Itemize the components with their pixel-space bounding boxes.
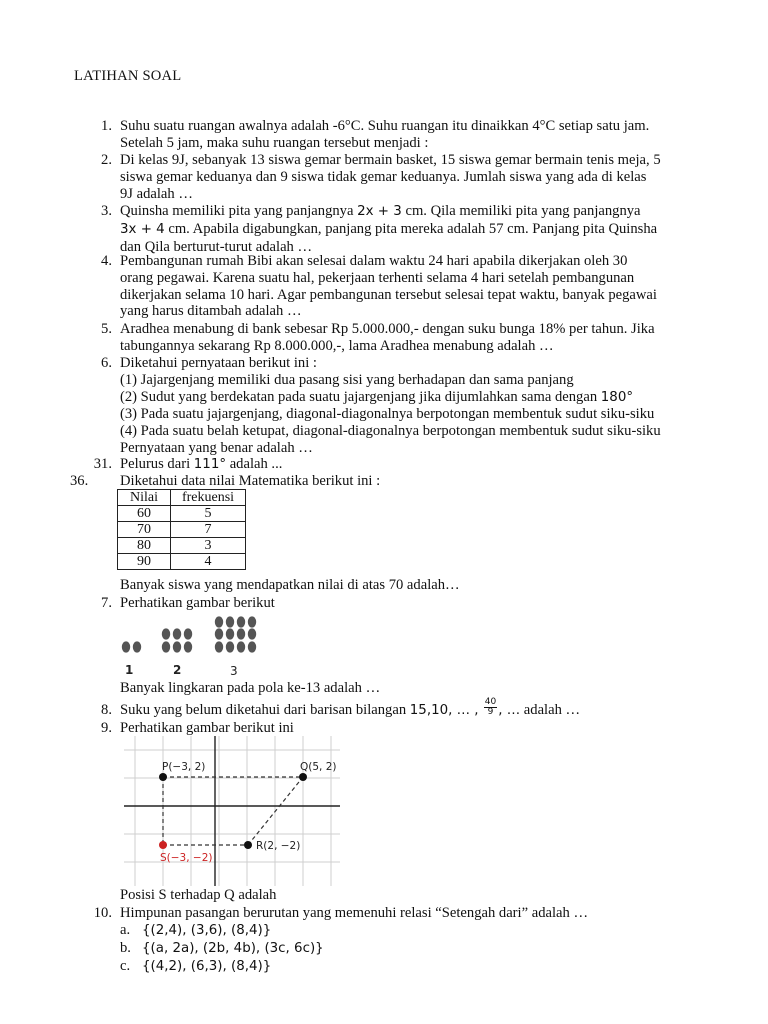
q9-number: 9. <box>101 720 112 736</box>
label-p: P(−3, 2) <box>162 761 206 773</box>
option-text: {(2,4), (3,6), (8,4)} <box>142 923 272 938</box>
q6-number: 6. <box>101 355 112 371</box>
q6-statement-1: (1) Jajargenjang memiliki dua pasang sisi yang berhadapan dan sama panjang <box>120 371 574 388</box>
q3-text-c: cm. Apabila digabungkan, panjang pita mereka adalah 57 cm. Panjang pita Quinsha <box>164 220 658 237</box>
table-row <box>118 506 246 522</box>
table-row <box>118 538 246 554</box>
table-row <box>118 554 246 570</box>
q1-line2: Setelah 5 jam, maka suhu ruangan tersebut menjadi : <box>120 134 429 151</box>
q31-text-b: adalah ... <box>226 456 283 472</box>
q8-text-b: adalah … <box>520 702 581 718</box>
q31-number: 31. <box>93 456 112 472</box>
q2-line3: 9J adalah … <box>120 185 193 202</box>
q5-number: 5. <box>101 321 112 337</box>
table-row <box>118 522 246 538</box>
q5-line2: tabungannya sekarang Rp 8.000.000,-, lama Aradhea menabung adalah … <box>120 337 554 354</box>
q6-statement-4: (4) Pada suatu belah ketupat, diagonal-diagonalnya berpotongan membentuk sudut siku-siku <box>120 423 661 440</box>
q8-sequence-end: , … <box>498 703 521 718</box>
pattern-circle <box>237 616 245 627</box>
table-cell: 5 <box>171 506 246 522</box>
q1-line1: Suhu suatu ruangan awalnya adalah -6°C. Suhu ruangan itu dinaikkan 4°C setiap satu jam. <box>120 118 650 134</box>
pattern-circle <box>226 628 234 639</box>
option-label: c. <box>120 958 131 974</box>
option-text: {(a, 2a), (2b, 4b), (3c, 6c)} <box>142 941 324 956</box>
fraction-numerator: 40 <box>484 697 497 708</box>
question-7 <box>120 595 696 612</box>
q36-intro: Diketahui data nilai Matematika berikut ini : <box>120 473 381 489</box>
pattern-3 <box>215 616 256 652</box>
pattern-circle <box>248 616 256 627</box>
question-6 <box>120 355 696 457</box>
frequency-table <box>117 489 246 570</box>
q10-number: 10. <box>93 905 112 921</box>
label-s: S(−3, −2) <box>160 852 213 864</box>
pattern-circle <box>173 641 181 652</box>
page-title: LATIHAN SOAL <box>74 68 182 84</box>
question-2 <box>120 152 696 202</box>
q8-number: 8. <box>101 702 112 718</box>
circle-pattern-figure <box>118 614 263 680</box>
q6-ask: Pernyataan yang benar adalah … <box>120 439 313 456</box>
option-b <box>120 940 324 958</box>
table-cell: 70 <box>118 522 171 538</box>
pattern-circle <box>162 641 170 652</box>
q1-number: 1. <box>101 118 112 134</box>
question-3 <box>120 203 696 255</box>
q3-expr-1: 2x + 3 <box>357 204 402 219</box>
pattern-2 <box>162 628 192 652</box>
table-cell: 4 <box>171 554 246 570</box>
q4-line3: dikerjakan selama 10 hari. Agar pembangunan tersebut selesai tepat waktu, banyak pegawai <box>120 286 657 303</box>
q9-ask-block <box>120 887 696 904</box>
pattern-label-1: 1 <box>125 663 134 677</box>
q36-ask: Banyak siswa yang mendapatkan nilai di atas 70 adalah… <box>120 577 460 593</box>
q10-intro: Himpunan pasangan berurutan yang memenuhi relasi “Setengah dari” adalah … <box>120 905 589 921</box>
q2-line2: siswa gemar keduanya dan 9 siswa tidak gemar keduanya. Jumlah siswa yang ada di kelas <box>120 168 647 185</box>
q6-statement-2: (2) Sudut yang berdekatan pada suatu jajargenjang jika dijumlahkan sama dengan <box>120 388 601 405</box>
q4-line1: Pembangunan rumah Bibi akan selesai dalam waktu 24 hari apabila dikerjakan oleh 30 <box>120 253 628 269</box>
pattern-circle <box>133 641 141 652</box>
q2-number: 2. <box>101 152 112 168</box>
q4-line4: yang harus ditambah adalah … <box>120 303 302 320</box>
q10-options <box>120 922 324 976</box>
label-q: Q(5, 2) <box>300 761 337 773</box>
question-9 <box>120 720 696 737</box>
pattern-circle <box>184 641 192 652</box>
pattern-label-2: 2 <box>173 663 182 677</box>
pattern-circle <box>184 628 192 639</box>
q5-line1: Aradhea menabung di bank sebesar Rp 5.000.000,- dengan suku bunga 18% per tahun. Jika <box>120 321 655 337</box>
pattern-circle <box>173 628 181 639</box>
point-p <box>159 773 167 781</box>
pattern-circle <box>215 641 223 652</box>
q7-number: 7. <box>101 595 112 611</box>
question-10 <box>120 905 696 922</box>
table-cell: 3 <box>171 538 246 554</box>
q6-angle: 180° <box>600 389 634 405</box>
q3-line3: dan Qila berturut-turut adalah … <box>120 238 313 255</box>
table-cell: 80 <box>118 538 171 554</box>
table-cell: 60 <box>118 506 171 522</box>
table-header-cell: frekuensi <box>171 490 246 506</box>
q7-ask-block <box>120 680 696 697</box>
pattern-label-3: 3 <box>230 664 238 678</box>
q2-line1: Di kelas 9J, sebanyak 13 siswa gemar bermain basket, 15 siswa gemar bermain tenis meja, 5 <box>120 152 661 168</box>
pattern-circle <box>237 641 245 652</box>
option-text: {(4,2), (6,3), (8,4)} <box>142 959 272 974</box>
table-header-cell: Nilai <box>118 490 171 506</box>
fraction-denominator: 9 <box>487 707 494 718</box>
q31-text-a: Pelurus dari <box>120 456 194 472</box>
q3-text-b: cm. Qila memiliki pita yang panjangnya <box>401 203 641 219</box>
q3-expr-2: 3x + 4 <box>120 221 165 237</box>
question-31 <box>120 456 696 474</box>
table-header-row <box>118 490 246 506</box>
point-r <box>244 841 252 849</box>
table-cell: 7 <box>171 522 246 538</box>
q9-intro: Perhatikan gambar berikut ini <box>120 720 294 736</box>
question-36 <box>120 473 696 490</box>
q8-text-a: Suku yang belum diketahui dari barisan bilangan <box>120 702 410 718</box>
pattern-circle <box>248 628 256 639</box>
q4-line2: orang pegawai. Karena suatu hal, pekerjaan terhenti selama 4 hari setelah pembangunan <box>120 269 635 286</box>
coordinate-grid-figure <box>124 736 340 886</box>
question-5 <box>120 321 696 355</box>
table-cell: 90 <box>118 554 171 570</box>
label-r: R(2, −2) <box>256 840 301 852</box>
q8-sequence: 15,10, … , <box>409 703 483 718</box>
q3-number: 3. <box>101 203 112 219</box>
option-label: b. <box>120 940 131 956</box>
pattern-circle <box>226 641 234 652</box>
q36-number: 36. <box>70 473 89 489</box>
pattern-circle <box>248 641 256 652</box>
option-c <box>120 958 324 976</box>
q7-ask: Banyak lingkaran pada pola ke-13 adalah … <box>120 680 381 696</box>
q9-ask: Posisi S terhadap Q adalah <box>120 887 277 903</box>
pattern-circle <box>215 616 223 627</box>
pattern-circle <box>215 628 223 639</box>
q31-degree: 111° <box>193 457 227 472</box>
pattern-circle <box>226 616 234 627</box>
q3-text-a: Quinsha memiliki pita yang panjangnya <box>120 203 358 219</box>
q7-intro: Perhatikan gambar berikut <box>120 595 275 611</box>
option-a <box>120 922 324 940</box>
pattern-circle <box>122 641 130 652</box>
pattern-1 <box>122 641 141 652</box>
point-s <box>159 841 167 849</box>
question-1 <box>120 118 696 152</box>
q6-intro: Diketahui pernyataan berikut ini : <box>120 355 317 371</box>
question-4 <box>120 253 696 320</box>
question-8 <box>120 697 696 720</box>
pattern-circle <box>237 628 245 639</box>
option-label: a. <box>120 922 131 938</box>
q36-ask-block <box>120 577 696 594</box>
q6-statement-3: (3) Pada suatu jajargenjang, diagonal-diagonalnya berpotongan membentuk sudut siku-siku <box>120 406 655 423</box>
pattern-circle <box>162 628 170 639</box>
q8-fraction <box>484 698 497 717</box>
q4-number: 4. <box>101 253 112 269</box>
point-q <box>299 773 307 781</box>
